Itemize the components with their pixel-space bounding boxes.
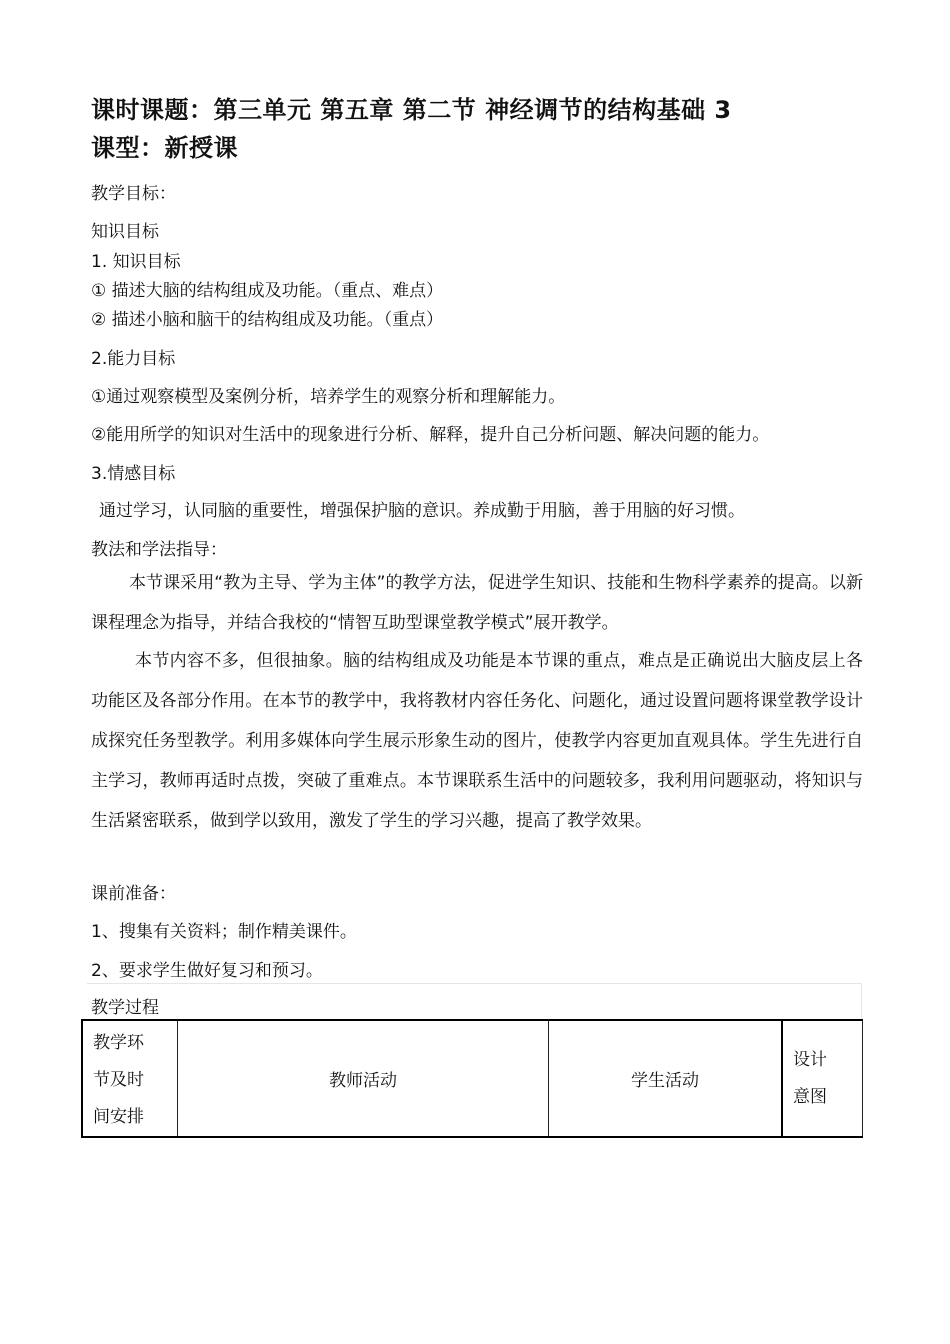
methods-paragraph-1: 本节课采用“教为主导、学为主体”的教学方法，促进学生知识、技能和生物科学素养的提高。以新课程理念为指导，并结合我校的“情智互助型课堂教学模式”展开教学。 [91,573,863,633]
knowledge-item-2: ② 描述小脑和脑干的结构组成及功能。（重点） [91,310,444,330]
lesson-title: 课时课题：第三单元 第五章 第二节 神经调节的结构基础 3 [91,96,732,124]
methods-paragraph-2: 本节内容不多，但很抽象。脑的结构组成及功能是本节课的重点，难点是正确说出大脑皮层上各功能区及各部分作用。在本节的教学中，我将教材内容任务化、问题化，通过设置问题将课堂教学设计成探究任务型教学。利用多媒体向学生展示形象生动的图片，使教学内容更加直观具体。学生先进行自主学习，教师再适时点拨，突破了重难点。本节课联系生活中的问题较多，我利用问题驱动，将知识与生活紧密联系，做到学以致用，激发了学生的学习兴趣，提高了教学效果。 [91,651,863,831]
lesson-type: 课型：新授课 [91,134,238,162]
table-row [82,1020,863,1137]
intent-line-2: 意图 [793,1086,827,1107]
process-table [81,1019,863,1138]
ability-item-2: ②能用所学的知识对生活中的现象进行分析、解释，提升自己分析问题、解决问题的能力。 [91,425,770,445]
process-heading: 教学过程 [91,998,159,1018]
methods-heading: 教法和学法指导： [91,540,227,560]
column-stage-time [82,1020,178,1137]
ability-heading: 2.能力目标 [91,349,176,369]
ability-item-1: ①通过观察模型及案例分析，培养学生的观察分析和理解能力。 [91,387,566,407]
stage-line-3: 间安排 [93,1107,144,1127]
prep-heading: 课前准备： [91,884,176,904]
emotion-item: 通过学习，认同脑的重要性，增强保护脑的意识。养成勤于用脑，善于用脑的好习惯。 [99,501,745,521]
stage-line-1: 教学环 [93,1033,144,1053]
column-student-activity: 学生活动 [549,1020,783,1137]
knowledge-item-1: ① 描述大脑的结构组成及功能。（重点、难点） [91,281,444,301]
objectives-heading: 教学目标： [91,184,176,204]
prep-item-1: 1、搜集有关资料；制作精美课件。 [91,922,357,942]
column-design-intent [782,1020,863,1137]
emotion-heading: 3.情感目标 [91,464,176,484]
prep-item-2: 2、要求学生做好复习和预习。 [91,961,323,981]
column-teacher-activity: 教师活动 [178,1020,549,1137]
knowledge-subheading: 1. 知识目标 [91,252,181,272]
knowledge-heading: 知识目标 [91,222,159,242]
stage-line-2: 节及时 [93,1070,144,1090]
process-heading-box [87,983,862,1019]
intent-line-1: 设计 [793,1049,827,1070]
